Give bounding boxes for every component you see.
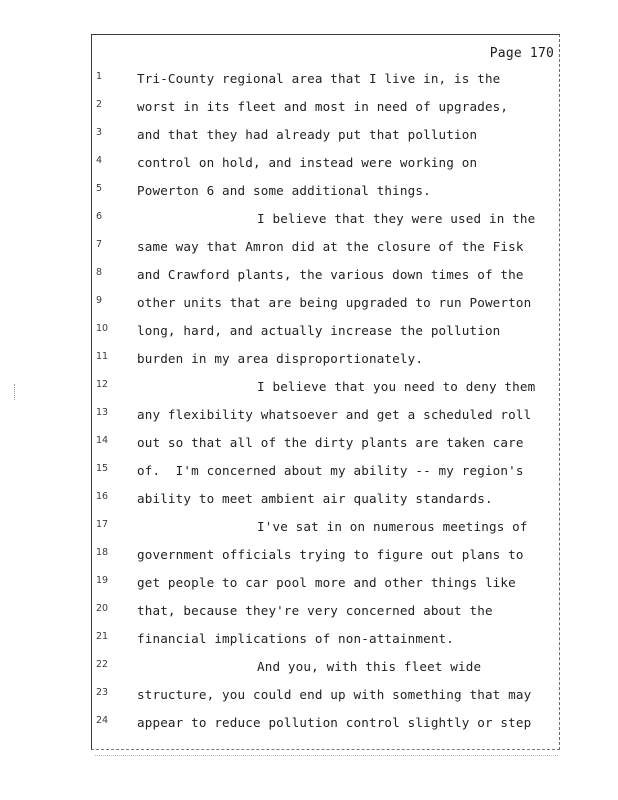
line-text: control on hold, and instead were working on [137,155,478,170]
line-number: 14 [96,435,109,446]
transcript-line [91,513,560,541]
line-number: 5 [96,183,103,194]
transcript-line [91,457,560,485]
line-number: 3 [96,127,103,138]
transcript-line [91,429,560,457]
line-text: And you, with this fleet wide [257,659,482,674]
line-number: 22 [96,659,109,670]
transcript-line [91,345,560,373]
transcript-line [91,653,560,681]
line-number: 7 [96,239,103,250]
line-number: 6 [96,211,103,222]
line-text: financial implications of non-attainment. [137,631,455,646]
transcript-line [91,485,560,513]
transcript-line [91,65,560,93]
line-text: and that they had already put that pollution [137,127,478,142]
line-text: I've sat in on numerous meetings of [257,519,528,534]
transcript-line [91,597,560,625]
transcript-line [91,233,560,261]
line-number: 21 [96,631,109,642]
line-number: 24 [96,715,109,726]
line-text: worst in its fleet and most in need of upgrades, [137,99,509,114]
transcript-line [91,121,560,149]
line-number: 16 [96,491,109,502]
line-number: 2 [96,99,103,110]
line-number: 19 [96,575,109,586]
line-number: 23 [96,687,109,698]
line-text: Tri-County regional area that I live in, is the [137,71,501,86]
line-text: Powerton 6 and some additional things. [137,183,431,198]
line-text: government officials trying to figure out plans to [137,547,524,562]
line-number: 17 [96,519,109,530]
transcript-line [91,317,560,345]
line-number: 18 [96,547,109,558]
line-number: 20 [96,603,109,614]
line-number: 15 [96,463,109,474]
line-number: 11 [96,351,109,362]
line-number: 1 [96,71,103,82]
line-number: 4 [96,155,103,166]
transcript-line [91,401,560,429]
transcript-line [91,261,560,289]
transcript-line [91,709,560,737]
scan-artifact [14,384,17,400]
line-text: that, because they're very concerned about the [137,603,493,618]
transcript-line [91,177,560,205]
line-number: 8 [96,267,103,278]
line-text: of. I'm concerned about my ability -- my region's [137,463,524,478]
page-number: Page 170 [489,46,554,61]
transcript-line [91,93,560,121]
line-text: out so that all of the dirty plants are taken care [137,435,524,450]
transcript-line [91,373,560,401]
line-text: long, hard, and actually increase the pollution [137,323,501,338]
transcript-line [91,149,560,177]
line-text: and Crawford plants, the various down times of the [137,267,524,282]
line-number: 10 [96,323,109,334]
line-text: structure, you could end up with something that may [137,687,532,702]
line-text: I believe that they were used in the [257,211,536,226]
transcript-line [91,289,560,317]
line-number: 13 [96,407,109,418]
transcript-line [91,625,560,653]
line-text: I believe that you need to deny them [257,379,536,394]
line-text: any flexibility whatsoever and get a scheduled roll [137,407,532,422]
line-text: other units that are being upgraded to run Powerton [137,295,532,310]
transcript-lines [91,65,560,737]
transcript-line [91,569,560,597]
line-number: 12 [96,379,109,390]
line-number: 9 [96,295,103,306]
line-text: ability to meet ambient air quality standards. [137,491,493,506]
transcript-line [91,205,560,233]
bottom-scan-rule [95,755,558,756]
line-text: appear to reduce pollution control slightly or step [137,715,532,730]
line-text: same way that Amron did at the closure of the Fisk [137,239,524,254]
transcript-line [91,541,560,569]
transcript-line [91,681,560,709]
line-text: burden in my area disproportionately. [137,351,424,366]
line-text: get people to car pool more and other things like [137,575,516,590]
